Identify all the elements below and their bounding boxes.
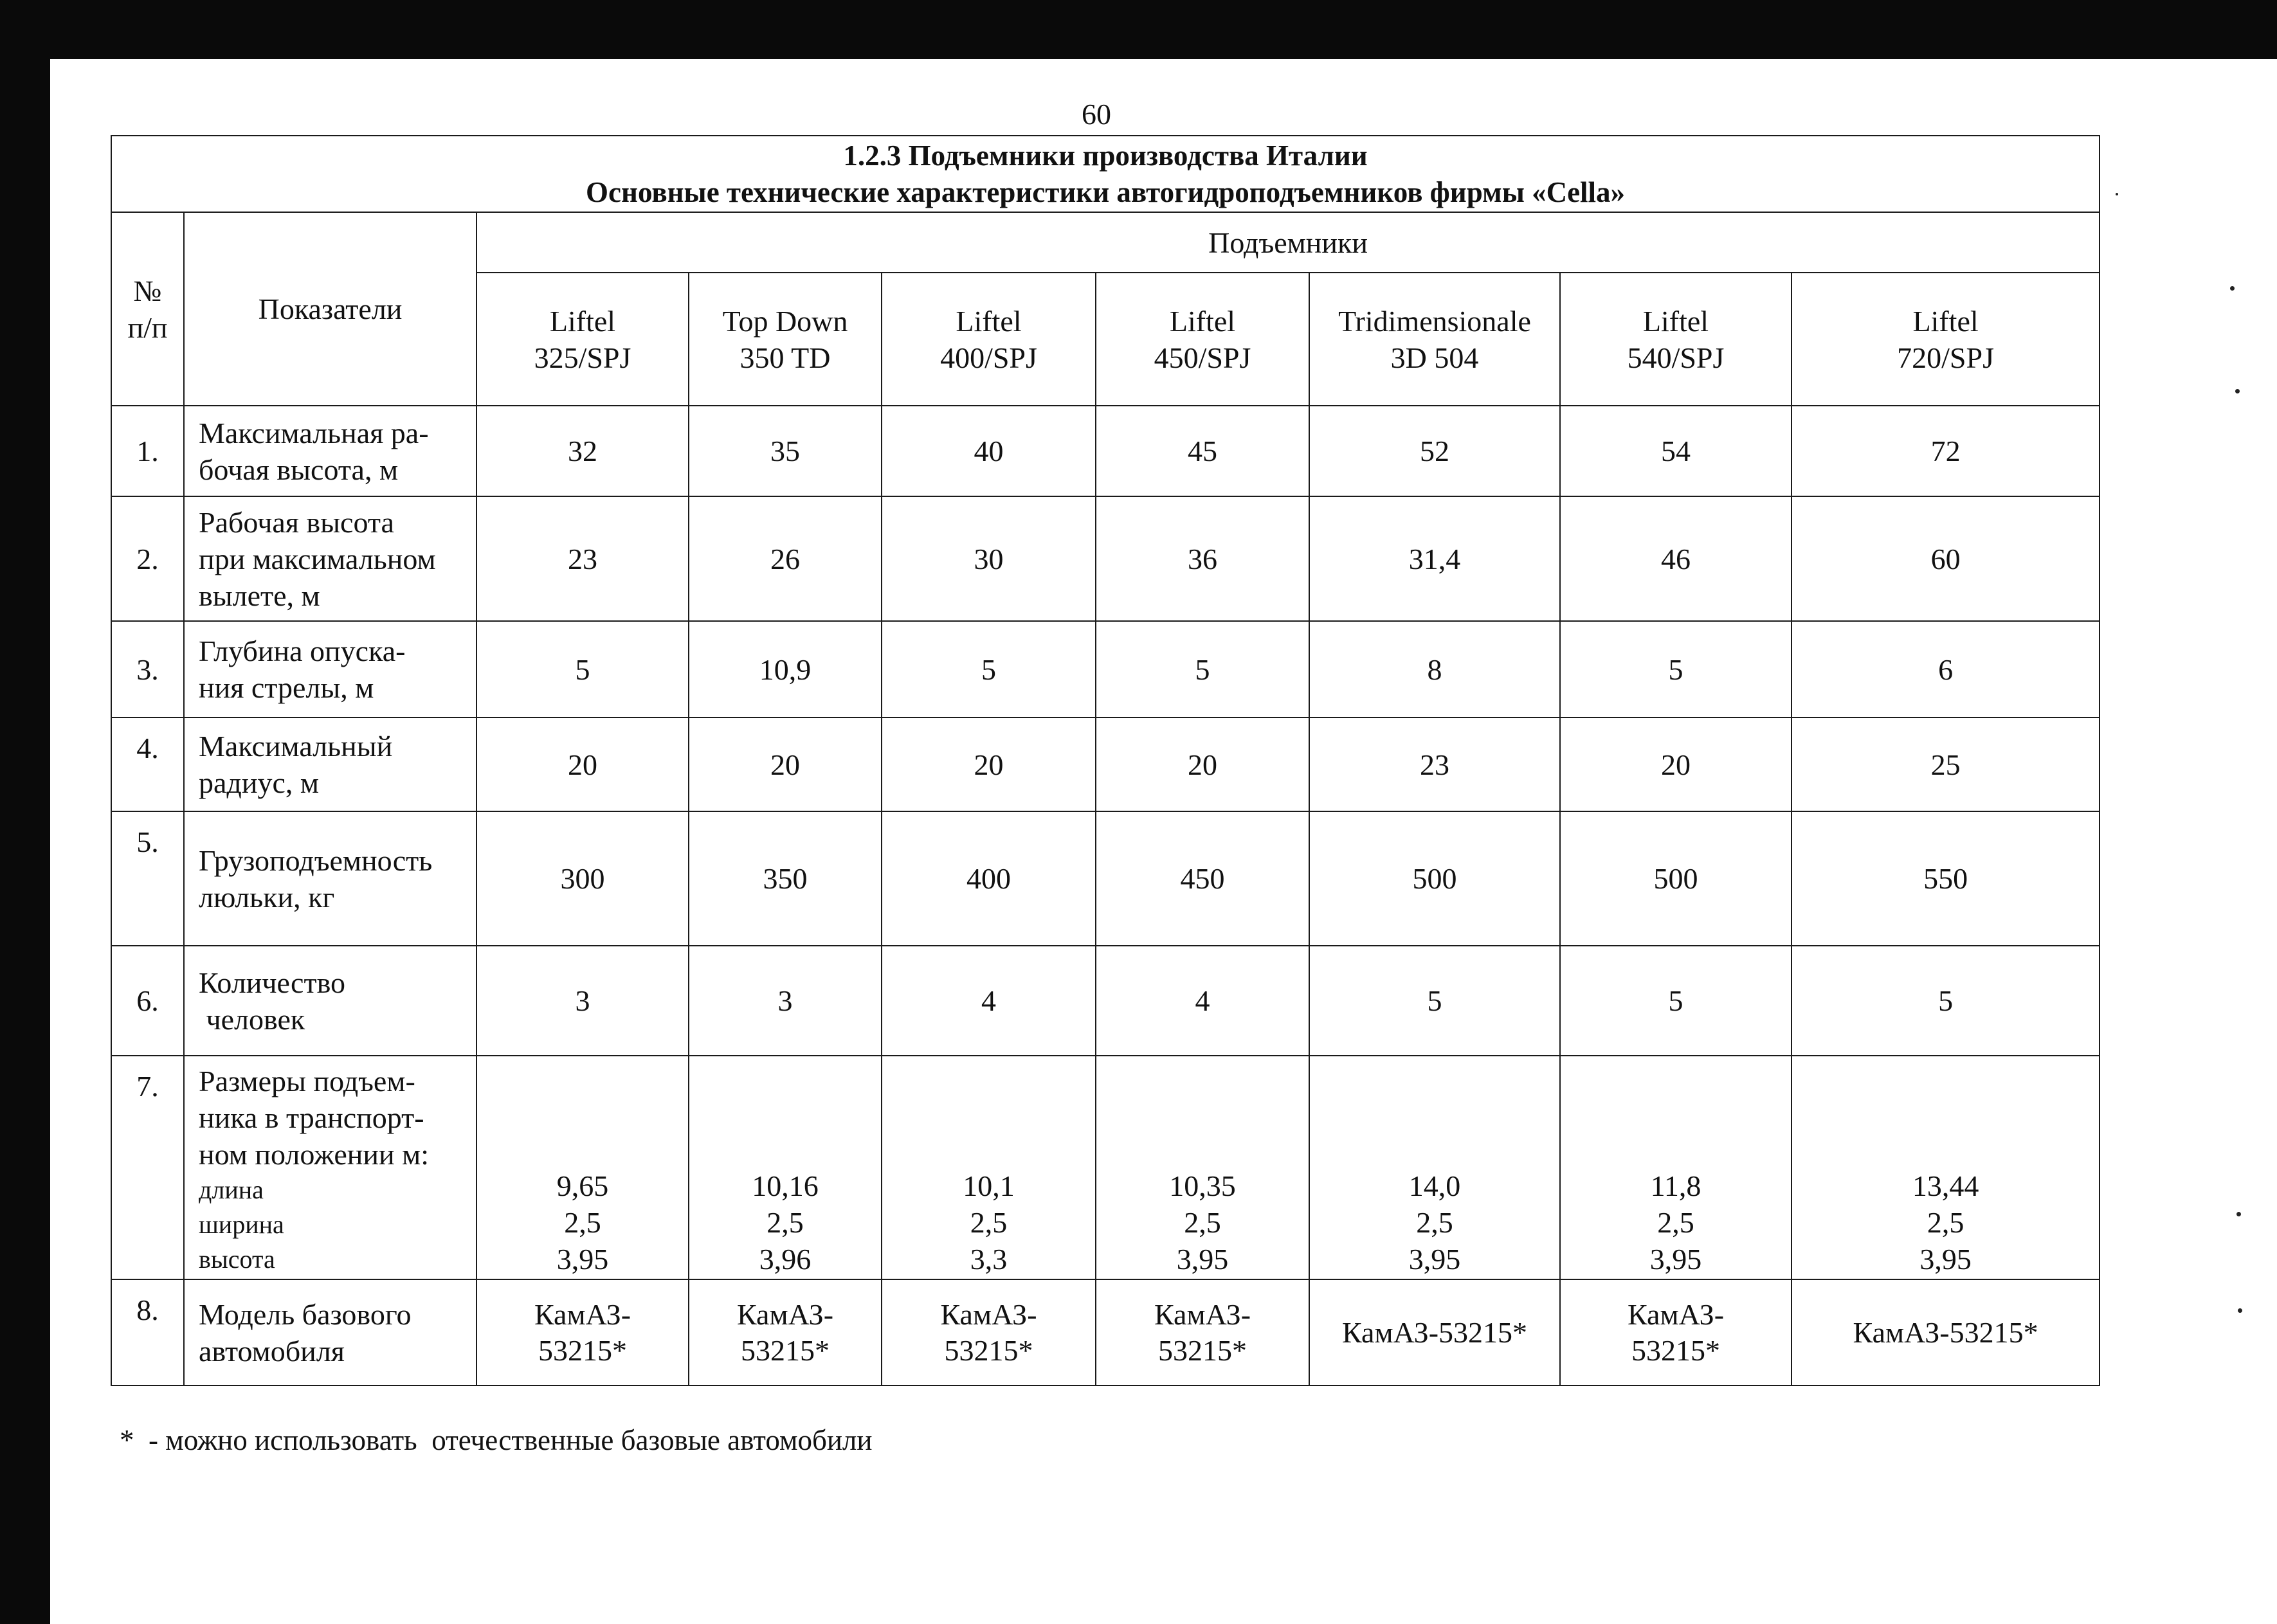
length-value: 11,8 bbox=[1650, 1169, 1701, 1202]
value-cell: 25 bbox=[1792, 717, 2100, 811]
table-row-base-vehicle bbox=[111, 1279, 2100, 1385]
row-number: 5. bbox=[111, 811, 184, 946]
height-value: 3,3 bbox=[970, 1243, 1008, 1276]
vehicle-brand: КамАЗ- bbox=[534, 1297, 631, 1331]
dimension-values bbox=[476, 1056, 689, 1279]
model-name: Tridimensionale bbox=[1338, 304, 1531, 338]
value-cell: 4 bbox=[882, 946, 1096, 1056]
table-row-dimensions bbox=[111, 1056, 2100, 1279]
length-value: 9,65 bbox=[556, 1169, 609, 1202]
model-header bbox=[882, 273, 1096, 406]
table-row bbox=[111, 496, 2100, 621]
label-line: бочая высота, м bbox=[199, 453, 399, 486]
model-name: Liftel bbox=[1642, 304, 1709, 338]
vehicle-model: 53215* bbox=[538, 1333, 627, 1367]
base-vehicle-cell bbox=[1792, 1279, 2100, 1385]
value-cell: 20 bbox=[1560, 717, 1792, 811]
width-value: 2,5 bbox=[767, 1206, 804, 1239]
value-cell: 20 bbox=[689, 717, 882, 811]
base-vehicle-cell bbox=[1560, 1279, 1792, 1385]
width-value: 2,5 bbox=[970, 1206, 1008, 1239]
row-number: 1. bbox=[111, 406, 184, 496]
label-line: Размеры подъем- bbox=[199, 1065, 415, 1097]
model-header bbox=[1560, 273, 1792, 406]
value-cell: 3 bbox=[476, 946, 689, 1056]
model-header bbox=[1096, 273, 1309, 406]
vehicle-model-full: КамАЗ-53215* bbox=[1853, 1315, 2038, 1349]
scan-border-left bbox=[0, 0, 50, 1624]
value-cell: 20 bbox=[476, 717, 689, 811]
label-line: Глубина опуска- bbox=[199, 635, 406, 667]
scan-speck bbox=[2235, 389, 2240, 393]
row-number: 4. bbox=[111, 717, 184, 811]
model-header bbox=[1792, 273, 2100, 406]
sub-label-width: ширина bbox=[199, 1210, 284, 1239]
value-cell: 20 bbox=[882, 717, 1096, 811]
label-line: люльки, кг bbox=[199, 880, 335, 914]
model-header bbox=[476, 273, 689, 406]
model-code: 3D 504 bbox=[1390, 341, 1479, 374]
label-line: Количество bbox=[199, 966, 345, 999]
value-cell: 45 bbox=[1096, 406, 1309, 496]
value-cell: 23 bbox=[476, 496, 689, 621]
vehicle-brand: КамАЗ- bbox=[736, 1297, 834, 1331]
vehicle-model: 53215* bbox=[944, 1333, 1033, 1367]
width-value: 2,5 bbox=[564, 1206, 601, 1239]
vehicle-model: 53215* bbox=[741, 1333, 830, 1367]
model-code: 350 TD bbox=[739, 341, 831, 374]
model-code: 720/SPJ bbox=[1897, 341, 1994, 374]
label-line: Грузоподъемность bbox=[199, 844, 433, 877]
row-label bbox=[184, 496, 476, 621]
dimension-values bbox=[882, 1056, 1096, 1279]
width-value: 2,5 bbox=[1184, 1206, 1221, 1239]
model-name: Liftel bbox=[956, 304, 1022, 338]
value-cell: 5 bbox=[882, 621, 1096, 717]
scan-speck bbox=[2238, 1308, 2242, 1313]
vehicle-model: 53215* bbox=[1158, 1333, 1247, 1367]
scan-speck bbox=[2230, 286, 2235, 291]
specifications-table bbox=[111, 135, 2100, 1386]
label-line: Максимальный bbox=[199, 730, 393, 762]
model-name: Top Down bbox=[722, 304, 848, 338]
caption-line-2: Основные технические характеристики автогидроподъемников фирмы «Cella» bbox=[586, 176, 1626, 208]
base-vehicle-cell bbox=[689, 1279, 882, 1385]
sub-label-height: высота bbox=[199, 1245, 275, 1274]
value-cell: 5 bbox=[476, 621, 689, 717]
dimension-values bbox=[689, 1056, 882, 1279]
label-line: Рабочая высота bbox=[199, 505, 394, 539]
value-cell: 400 bbox=[882, 811, 1096, 946]
label-line: при максимальном bbox=[199, 542, 436, 575]
value-cell: 54 bbox=[1560, 406, 1792, 496]
dimension-values bbox=[1792, 1056, 2100, 1279]
width-value: 2,5 bbox=[1927, 1206, 1964, 1239]
model-code: 450/SPJ bbox=[1154, 341, 1251, 374]
table-row bbox=[111, 811, 2100, 946]
value-cell: 5 bbox=[1560, 946, 1792, 1056]
row-label bbox=[184, 717, 476, 811]
model-code: 540/SPJ bbox=[1627, 341, 1725, 374]
table-row bbox=[111, 717, 2100, 811]
number-sign: № bbox=[133, 274, 162, 307]
value-cell: 3 bbox=[689, 946, 882, 1056]
caption-line-1: 1.2.3 Подъемники производства Италии bbox=[843, 139, 1368, 172]
value-cell: 46 bbox=[1560, 496, 1792, 621]
base-vehicle-cell bbox=[1096, 1279, 1309, 1385]
row-number: 8. bbox=[111, 1279, 184, 1385]
width-value: 2,5 bbox=[1416, 1206, 1453, 1239]
footnote: * - можно использовать отечественные базовые автомобили bbox=[120, 1424, 873, 1456]
height-value: 3,95 bbox=[1649, 1243, 1702, 1276]
value-cell: 30 bbox=[882, 496, 1096, 621]
value-cell: 10,9 bbox=[689, 621, 882, 717]
value-cell: 60 bbox=[1792, 496, 2100, 621]
label-line: ника в транспорт- bbox=[199, 1101, 424, 1134]
value-cell: 36 bbox=[1096, 496, 1309, 621]
value-cell: 8 bbox=[1309, 621, 1560, 717]
header-row-group bbox=[111, 212, 2100, 273]
sub-label-length: длина bbox=[199, 1175, 264, 1204]
vehicle-brand: КамАЗ- bbox=[1627, 1297, 1725, 1331]
dimension-values bbox=[1096, 1056, 1309, 1279]
height-value: 3,95 bbox=[1176, 1243, 1229, 1276]
vehicle-model-full: КамАЗ-53215* bbox=[1341, 1315, 1528, 1349]
label-line: радиус, м bbox=[199, 766, 319, 799]
value-cell: 40 bbox=[882, 406, 1096, 496]
vehicle-model: 53215* bbox=[1631, 1333, 1720, 1367]
page-number: 60 bbox=[1082, 98, 1111, 131]
label-line: человек bbox=[199, 1002, 305, 1036]
scan-speck bbox=[2236, 1212, 2241, 1216]
base-vehicle-cell bbox=[882, 1279, 1096, 1385]
value-cell: 350 bbox=[689, 811, 882, 946]
table-row bbox=[111, 621, 2100, 717]
caption-row bbox=[111, 136, 2100, 212]
value-cell: 52 bbox=[1309, 406, 1560, 496]
height-value: 3,95 bbox=[1408, 1243, 1461, 1276]
vehicle-brand: КамАЗ- bbox=[1154, 1297, 1251, 1331]
column-header-parameters: Показатели bbox=[184, 212, 476, 406]
row-label bbox=[184, 811, 476, 946]
number-abbr: п/п bbox=[127, 311, 168, 344]
length-value: 10,35 bbox=[1169, 1169, 1236, 1202]
height-value: 3,95 bbox=[1919, 1243, 1972, 1276]
value-cell: 31,4 bbox=[1309, 496, 1560, 621]
value-cell: 5 bbox=[1792, 946, 2100, 1056]
row-label bbox=[184, 946, 476, 1056]
label-line: Модель базового bbox=[199, 1297, 412, 1331]
base-vehicle-cell bbox=[1309, 1279, 1560, 1385]
table-caption bbox=[111, 136, 2100, 212]
length-value: 10,16 bbox=[752, 1169, 819, 1202]
base-vehicle-cell bbox=[476, 1279, 689, 1385]
value-cell: 4 bbox=[1096, 946, 1309, 1056]
value-cell: 5 bbox=[1309, 946, 1560, 1056]
row-label bbox=[184, 621, 476, 717]
value-cell: 35 bbox=[689, 406, 882, 496]
model-name: Liftel bbox=[1912, 304, 1979, 338]
dimension-values bbox=[1560, 1056, 1792, 1279]
label-line: ния стрелы, м bbox=[199, 671, 374, 704]
scan-speck bbox=[2116, 193, 2118, 195]
model-name: Liftel bbox=[1169, 304, 1236, 338]
table-row bbox=[111, 946, 2100, 1056]
height-value: 3,95 bbox=[556, 1243, 609, 1276]
dimension-values bbox=[1309, 1056, 1560, 1279]
row-label bbox=[184, 406, 476, 496]
value-cell: 32 bbox=[476, 406, 689, 496]
scan-border-top bbox=[0, 0, 2277, 59]
length-value: 10,1 bbox=[963, 1169, 1015, 1202]
model-header bbox=[689, 273, 882, 406]
row-number: 3. bbox=[111, 621, 184, 717]
value-cell: 500 bbox=[1309, 811, 1560, 946]
height-value: 3,96 bbox=[759, 1243, 812, 1276]
label-line: Максимальная ра- bbox=[199, 416, 429, 449]
value-cell: 450 bbox=[1096, 811, 1309, 946]
row-number: 2. bbox=[111, 496, 184, 621]
value-cell: 20 bbox=[1096, 717, 1309, 811]
length-value: 14,0 bbox=[1408, 1169, 1461, 1202]
label-line: ном положении м: bbox=[199, 1138, 430, 1171]
model-code: 325/SPJ bbox=[534, 341, 631, 374]
value-cell: 300 bbox=[476, 811, 689, 946]
length-value: 13,44 bbox=[1912, 1169, 1979, 1202]
row-number: 7. bbox=[111, 1056, 184, 1279]
width-value: 2,5 bbox=[1657, 1206, 1694, 1239]
model-name: Liftel bbox=[549, 304, 616, 338]
table-body bbox=[111, 136, 2100, 1385]
value-cell: 23 bbox=[1309, 717, 1560, 811]
label-line: вылете, м bbox=[199, 579, 320, 612]
row-number: 6. bbox=[111, 946, 184, 1056]
row-label bbox=[184, 1056, 476, 1279]
label-line: автомобиля bbox=[199, 1334, 345, 1367]
row-label bbox=[184, 1279, 476, 1385]
value-cell: 6 bbox=[1792, 621, 2100, 717]
column-header-number bbox=[111, 212, 184, 406]
value-cell: 5 bbox=[1560, 621, 1792, 717]
value-cell: 5 bbox=[1096, 621, 1309, 717]
model-code: 400/SPJ bbox=[940, 341, 1037, 374]
value-cell: 26 bbox=[689, 496, 882, 621]
vehicle-brand: КамАЗ- bbox=[940, 1297, 1037, 1331]
model-header bbox=[1309, 273, 1560, 406]
value-cell: 72 bbox=[1792, 406, 2100, 496]
value-cell: 500 bbox=[1560, 811, 1792, 946]
column-header-lifts: Подъемники bbox=[476, 212, 2100, 273]
value-cell: 550 bbox=[1792, 811, 2100, 946]
table-row bbox=[111, 406, 2100, 496]
